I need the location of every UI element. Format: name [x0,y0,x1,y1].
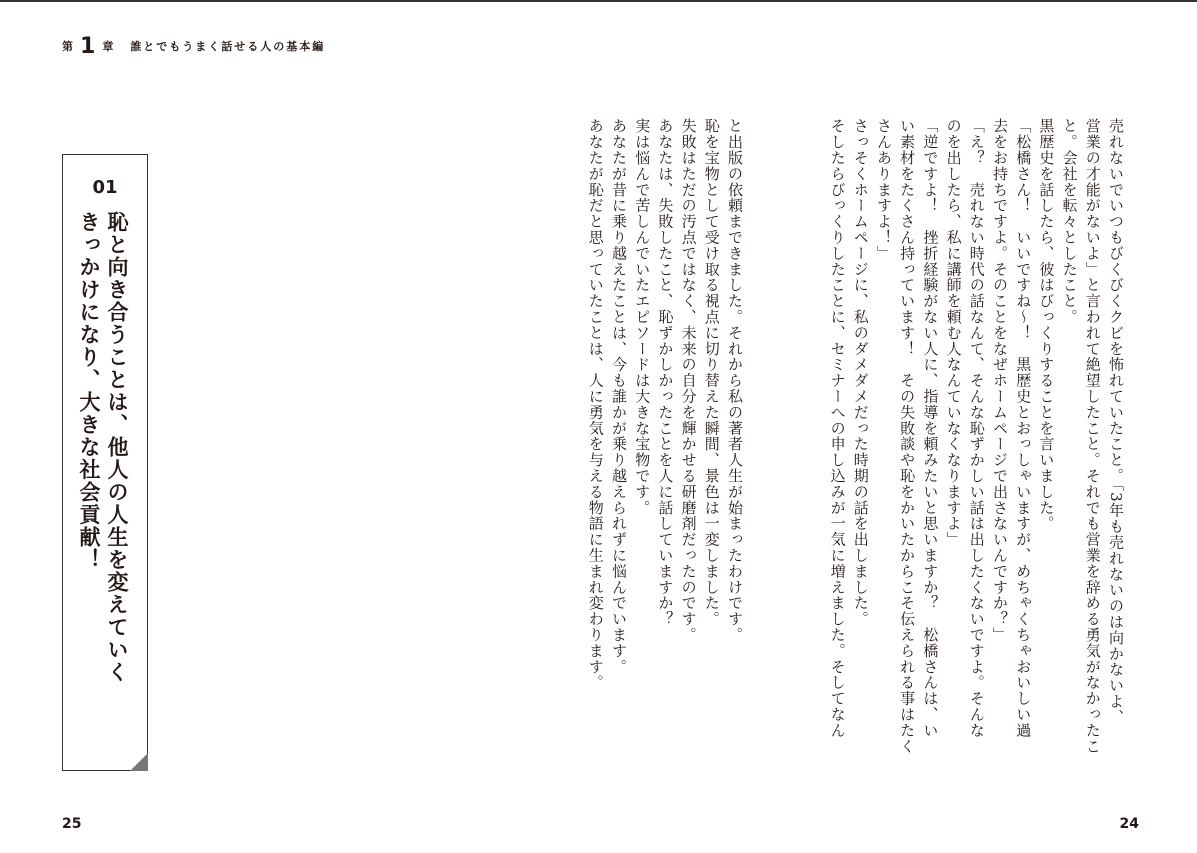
body-line: 営業の才能がないよ」と言われて絶望したこと。それでも営業を辞める勇気がなかったこ [1083,118,1102,754]
chapter-suffix: 章 [102,40,115,53]
section-title [75,211,131,684]
section-title-line: 恥と向き合うことは、他人の人生を変えていく [105,211,129,684]
page-number-left: 25 [62,816,82,832]
body-line: 売れないでいつもびくびくクビを怖れていたこと。「3年も売れないのは向かないよ、 [1107,118,1125,726]
body-line: と。会社を転々としたこと。 [1060,118,1079,325]
body-line: 実は悩んで苦しんでいたエピソードは大きな宝物です。 [633,118,652,516]
body-line: さんありますよ！」 [874,118,893,262]
body-line: あなたは、失敗したこと、恥ずかしかったことを人に話していますか？ [656,118,675,627]
body-line: 「逆ですよ！ 挫折経験がない人に、指導を頼みたいと思いますか？ 松橋さんは、い [921,118,940,739]
section-number: 01 [92,177,118,198]
body-line: 去をお持ちですよ。そのことをなぜホームページで出さないんですか？」 [990,118,1009,643]
chapter-header [62,34,325,58]
body-line: さっそくホームページに、私のダメダメだった時期の話を出しました。 [851,118,870,627]
body-line: のを出したら、私に講師を頼む人なんていなくなりますよ」 [944,118,963,548]
body-line: 失敗はただの汚点ではなく、未来の自分を輝かせる研磨剤だったのです。 [679,118,698,643]
body-line: い素材をたくさん持っています！ その失敗談や恥をかいたからこそ伝えられる事はたく [898,118,917,754]
body-line: と出版の依頼まできました。それから私の著者人生が始まったわけです。 [726,118,744,643]
chapter-title: 誰とでもうまく話せる人の基本編 [130,40,326,53]
chapter-number: 1 [80,33,97,59]
page-number-right: 24 [1119,816,1139,832]
corner-fold [130,753,148,771]
body-line: 「松橋さん！ いいですね～！ 黒歴史とおっしゃいますが、めちゃくちゃおいしい過 [1014,118,1033,739]
body-line: あなたが恥だと思っていたことは、人に勇気を与える物語に生まれ変わります。 [586,118,605,691]
body-line: 黒歴史を話したら、彼はびっくりすることを言いました。 [1037,118,1056,532]
left-page-body [584,118,746,690]
section-title-line: きっかけになり、大きな社会貢献！ [77,211,101,571]
body-line: そしたらびっくりしたことに、セミナーへの申し込みが一気に増えました。そしてなん [828,118,847,739]
body-line: 「え？ 売れない時代の話なんて、そんな恥ずかしい話は出したくないですよ。そんな [967,118,986,739]
body-line: あなたが昔に乗り越えたことは、今も誰かが乗り越えられずに悩んでいます。 [609,118,628,675]
section-heading-box [62,154,148,771]
chapter-prefix: 第 [62,40,74,53]
body-line: 恥を宝物として受け取る視点に切り替えた瞬間、景色は一変しました。 [702,118,721,627]
right-page-body [825,118,1127,754]
top-rule [0,0,1197,2]
